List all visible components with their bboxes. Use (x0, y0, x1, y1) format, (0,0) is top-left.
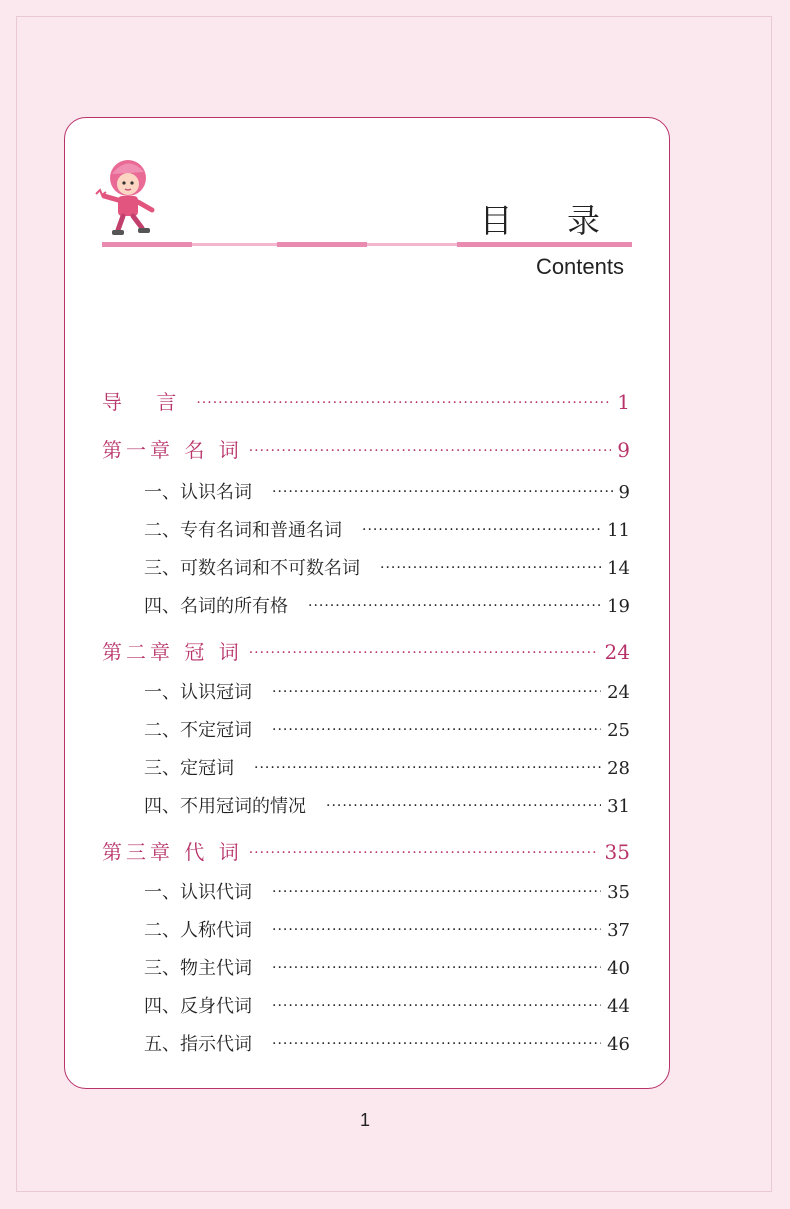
toc-page: 24 (607, 682, 630, 703)
leader-dots (272, 880, 601, 898)
toc-page: 37 (607, 920, 630, 941)
toc-section[interactable] (144, 878, 630, 904)
leader-dots (308, 594, 601, 612)
toc-page: 24 (604, 640, 630, 664)
title-row (100, 201, 630, 240)
toc-label: 第一章 名 词 (102, 438, 243, 462)
toc-label: 二、不定冠词 (144, 720, 252, 741)
toc-page: 19 (607, 596, 630, 617)
toc-label: 第三章 代 词 (102, 840, 243, 864)
toc-label: 四、反身代词 (144, 996, 252, 1017)
leader-dots (272, 480, 613, 498)
toc-label: 一、认识代词 (144, 882, 252, 903)
toc-chapter-intro[interactable] (102, 386, 630, 415)
toc-section[interactable] (144, 716, 630, 742)
toc-label: 导 言 (102, 390, 191, 414)
leader-dots (249, 437, 612, 457)
leader-dots (272, 918, 601, 936)
toc-label: 二、专有名词和普通名词 (144, 520, 342, 541)
leader-dots (249, 839, 599, 859)
toc-section[interactable] (144, 754, 630, 780)
toc-chapter-1[interactable] (102, 434, 630, 463)
toc-label: 四、名词的所有格 (144, 596, 288, 617)
leader-dots (272, 1032, 601, 1050)
toc-label: 三、定冠词 (144, 758, 234, 779)
leader-dots (380, 556, 601, 574)
toc-label: 三、物主代词 (144, 958, 252, 979)
page-subtitle: Contents (535, 254, 624, 279)
leader-dots (272, 718, 601, 736)
toc-page: 31 (607, 796, 630, 817)
toc-section[interactable] (144, 516, 630, 542)
toc-section[interactable] (144, 1030, 630, 1056)
toc-page: 1 (617, 390, 630, 414)
toc-page: 9 (617, 438, 630, 462)
toc-page: 9 (618, 482, 630, 503)
page-title: 目 录 (479, 201, 622, 240)
toc-page: 35 (607, 882, 630, 903)
toc-section[interactable] (144, 954, 630, 980)
toc-chapter-3[interactable] (102, 836, 630, 865)
leader-dots (272, 994, 601, 1012)
title-rule (102, 242, 632, 248)
toc-page: 44 (607, 996, 630, 1017)
toc-page: 11 (607, 520, 630, 541)
toc-page: 25 (607, 720, 630, 741)
leader-dots (272, 680, 601, 698)
toc-label: 第二章 冠 词 (102, 640, 243, 664)
toc-label: 四、不用冠词的情况 (144, 796, 306, 817)
toc-label: 一、认识冠词 (144, 682, 252, 703)
leader-dots (326, 794, 601, 812)
toc-chapter-2[interactable] (102, 636, 630, 665)
toc-page: 46 (607, 1034, 630, 1055)
toc-label: 二、人称代词 (144, 920, 252, 941)
page-number: 1 (359, 1110, 370, 1130)
toc-section[interactable] (144, 478, 630, 504)
toc-section[interactable] (144, 916, 630, 942)
toc-label: 三、可数名词和不可数名词 (144, 558, 360, 579)
leader-dots (254, 756, 601, 774)
toc-section[interactable] (144, 592, 630, 618)
toc-label: 五、指示代词 (144, 1034, 252, 1055)
leader-dots (196, 389, 611, 409)
leader-dots (362, 518, 601, 536)
toc-section[interactable] (144, 992, 630, 1018)
toc-page: 14 (607, 558, 630, 579)
toc-label: 一、认识名词 (144, 482, 252, 503)
toc-section[interactable] (144, 554, 630, 580)
toc-page: 40 (607, 958, 630, 979)
toc-section[interactable] (144, 678, 630, 704)
toc-page: 28 (607, 758, 630, 779)
leader-dots (272, 956, 601, 974)
toc-page: 35 (604, 840, 630, 864)
toc-section[interactable] (144, 792, 630, 818)
leader-dots (249, 639, 599, 659)
